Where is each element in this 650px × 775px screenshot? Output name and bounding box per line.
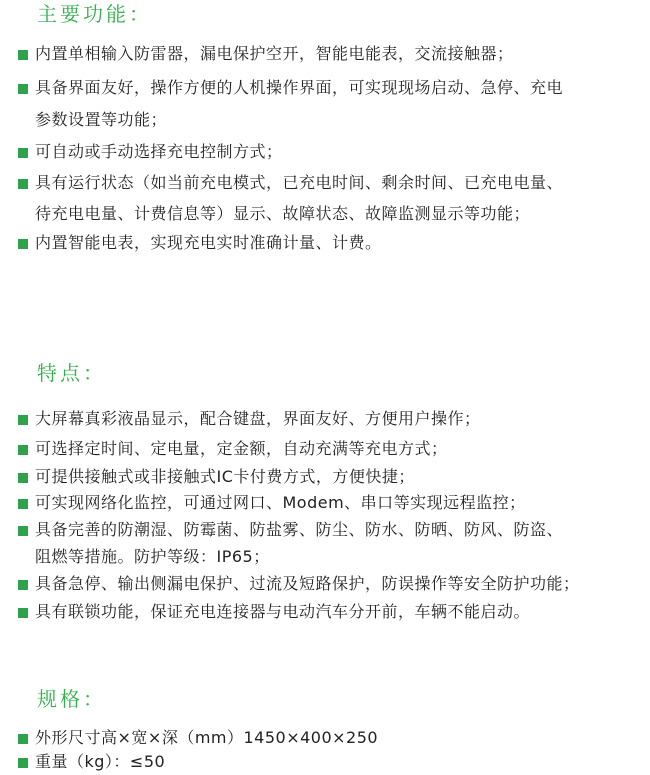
list-item: 内置智能电表，实现充电实时准确计量、计费。 <box>18 233 382 253</box>
bullet-square-icon <box>18 179 28 189</box>
section-title-main-functions: 主要功能： <box>37 2 152 26</box>
list-item: 可选择定时间、定电量，定金额，自动充满等充电方式； <box>18 439 448 459</box>
list-item: 具有运行状态（如当前充电模式，已充电时间、剩余时间、已充电电量、 <box>18 173 563 193</box>
bullet-square-icon <box>18 758 28 768</box>
bullet-square-icon <box>18 734 28 744</box>
bullet-square-icon <box>18 415 28 425</box>
list-item-continuation: 待充电电量、计费信息等）显示、故障状态、故障监测显示等功能； <box>35 204 531 223</box>
bullet-square-icon <box>18 148 28 158</box>
bullet-square-icon <box>18 526 28 536</box>
bullet-square-icon <box>18 473 28 483</box>
bullet-square-icon <box>18 608 28 618</box>
list-item: 大屏幕真彩液晶显示，配合键盘，界面友好、方便用户操作； <box>18 409 481 429</box>
bullet-square-icon <box>18 50 28 60</box>
bullet-square-icon <box>18 445 28 455</box>
bullet-square-icon <box>18 84 28 94</box>
list-item: 外形尺寸高×宽×深（mm）1450×400×250 <box>18 728 378 748</box>
list-item: 具备界面友好，操作方便的人机操作界面，可实现现场启动、急停、充电 <box>18 78 563 98</box>
list-item-continuation: 参数设置等功能； <box>35 110 168 129</box>
list-item: 可实现网络化监控，可通过网口、Modem、串口等实现远程监控； <box>18 493 526 513</box>
section-title-features: 特点： <box>37 361 106 385</box>
section-title-specifications: 规格： <box>37 687 106 711</box>
list-item-continuation: 阻燃等措施。防护等级：IP65； <box>35 547 270 566</box>
list-item: 可提供接触式或非接触式IC卡付费方式，方便快捷； <box>18 467 415 487</box>
list-item: 可自动或手动选择充电控制方式； <box>18 142 283 162</box>
bullet-square-icon <box>18 239 28 249</box>
list-item: 重量（kg）：≤50 <box>18 752 165 772</box>
list-item: 具有联锁功能，保证充电连接器与电动汽车分开前，车辆不能启动。 <box>18 602 530 622</box>
list-item: 具备完善的防潮湿、防霉菌、防盐雾、防尘、防水、防晒、防风、防盗、 <box>18 520 563 540</box>
bullet-square-icon <box>18 499 28 509</box>
list-item: 具备急停、输出侧漏电保护、过流及短路保护，防误操作等安全防护功能； <box>18 574 580 594</box>
list-item: 内置单相输入防雷器，漏电保护空开，智能电能表，交流接触器； <box>18 44 514 64</box>
bullet-square-icon <box>18 580 28 590</box>
